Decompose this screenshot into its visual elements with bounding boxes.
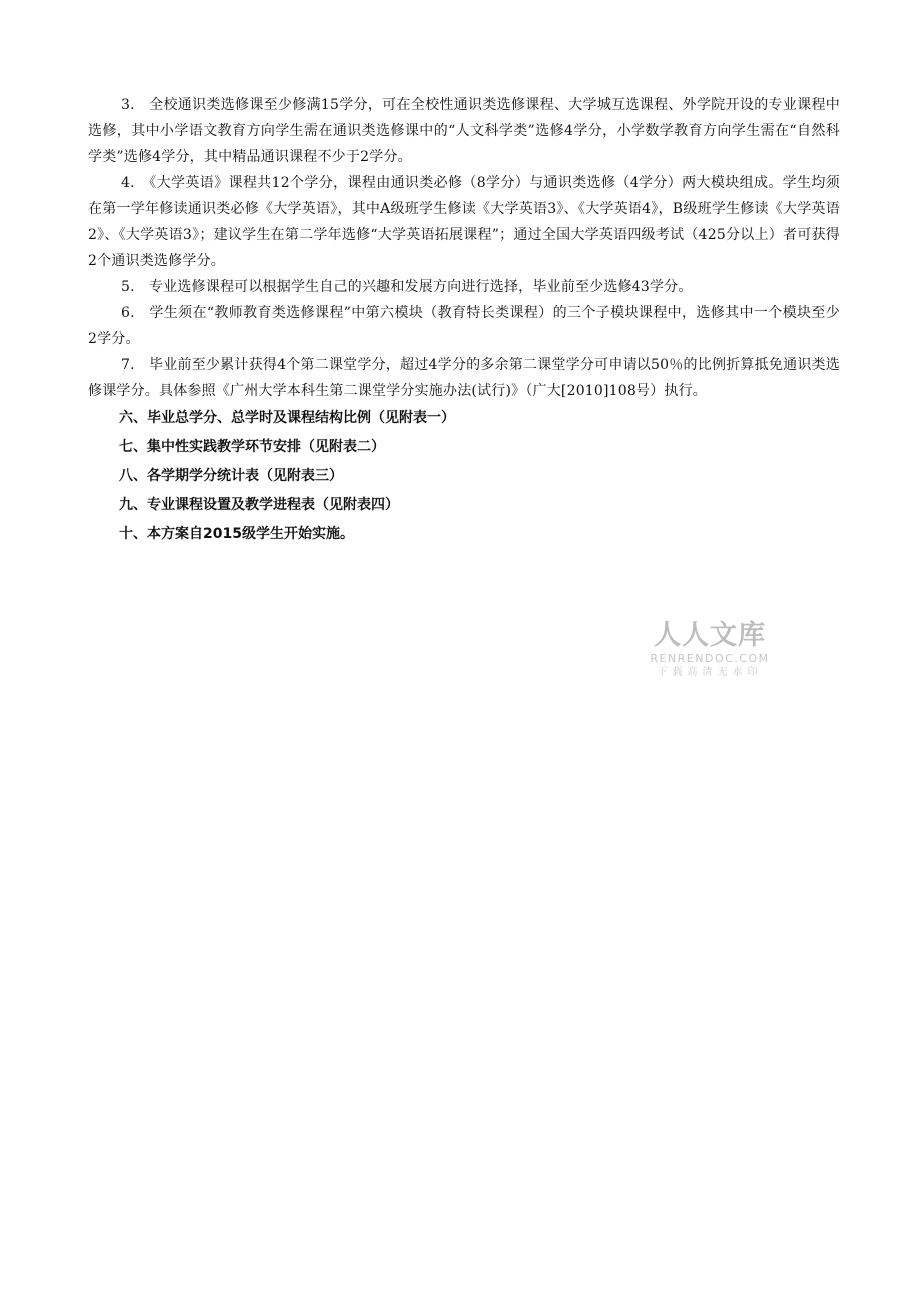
- watermark-domain: RENRENDOC.COM: [650, 652, 770, 665]
- paragraph-item-3: 3. 全校通识类选修课至少修满15学分，可在全校性通识类选修课程、大学城互选课程、外学院开设的专业课程中选修，其中小学语文教育方向学生需在通识类选修课中的“人文科学类”选修4学分，小学数学教育方向学生需在“自然科学类”选修4学分，其中精品通识课程不少于2学分。: [88, 97, 840, 165]
- paragraph-item-5: 5. 专业选修课程可以根据学生自己的兴趣和发展方向进行选择，毕业前至少选修43学分。: [121, 279, 693, 295]
- paragraph-item-4: 4. 《大学英语》课程共12个学分，课程由通识类必修（8学分）与通识类选修（4学分）两大模块组成。学生均须在第一学年修读通识类必修《大学英语》，其中A级班学生修读《大学英语3》、《大学英语4》，B级班学生修读《大学英语2》、《大学英语3》；建议学生在第二学年选修“大学英语拓展课程”；通过全国大学英语四级考试（425分以上）者可获得2个通识类选修学分。: [88, 175, 840, 269]
- watermark-slogan: 下载高清无水印: [657, 667, 763, 678]
- section-heading-9: 九、专业课程设置及教学进程表（见附表四）: [119, 497, 399, 513]
- watermark-title: 人人文库: [654, 620, 766, 651]
- section-heading-10: 十、本方案自2015级学生开始实施。: [119, 526, 354, 542]
- paragraph-item-6: 6. 学生须在“教师教育类选修课程”中第六模块（教育特长类课程）的三个子模块课程中，选修其中一个模块至少2学分。: [88, 305, 840, 347]
- document-body: [88, 92, 840, 549]
- section-heading-8: 八、各学期学分统计表（见附表三）: [119, 468, 343, 484]
- section-heading-7: 七、集中性实践教学环节安排（见附表二）: [119, 439, 385, 455]
- section-heading-6: 六、毕业总学分、总学时及课程结构比例（见附表一）: [119, 410, 455, 426]
- section-headings: [88, 404, 840, 549]
- watermark-logo: [640, 620, 780, 680]
- paragraph-item-7: 7. 毕业前至少累计获得4个第二课堂学分，超过4学分的多余第二课堂学分可申请以50％的比例折算抵免通识类选修课学分。具体参照《广州大学本科生第二课堂学分实施办法(试行)》（广大[2010]108号）执行。: [88, 357, 840, 399]
